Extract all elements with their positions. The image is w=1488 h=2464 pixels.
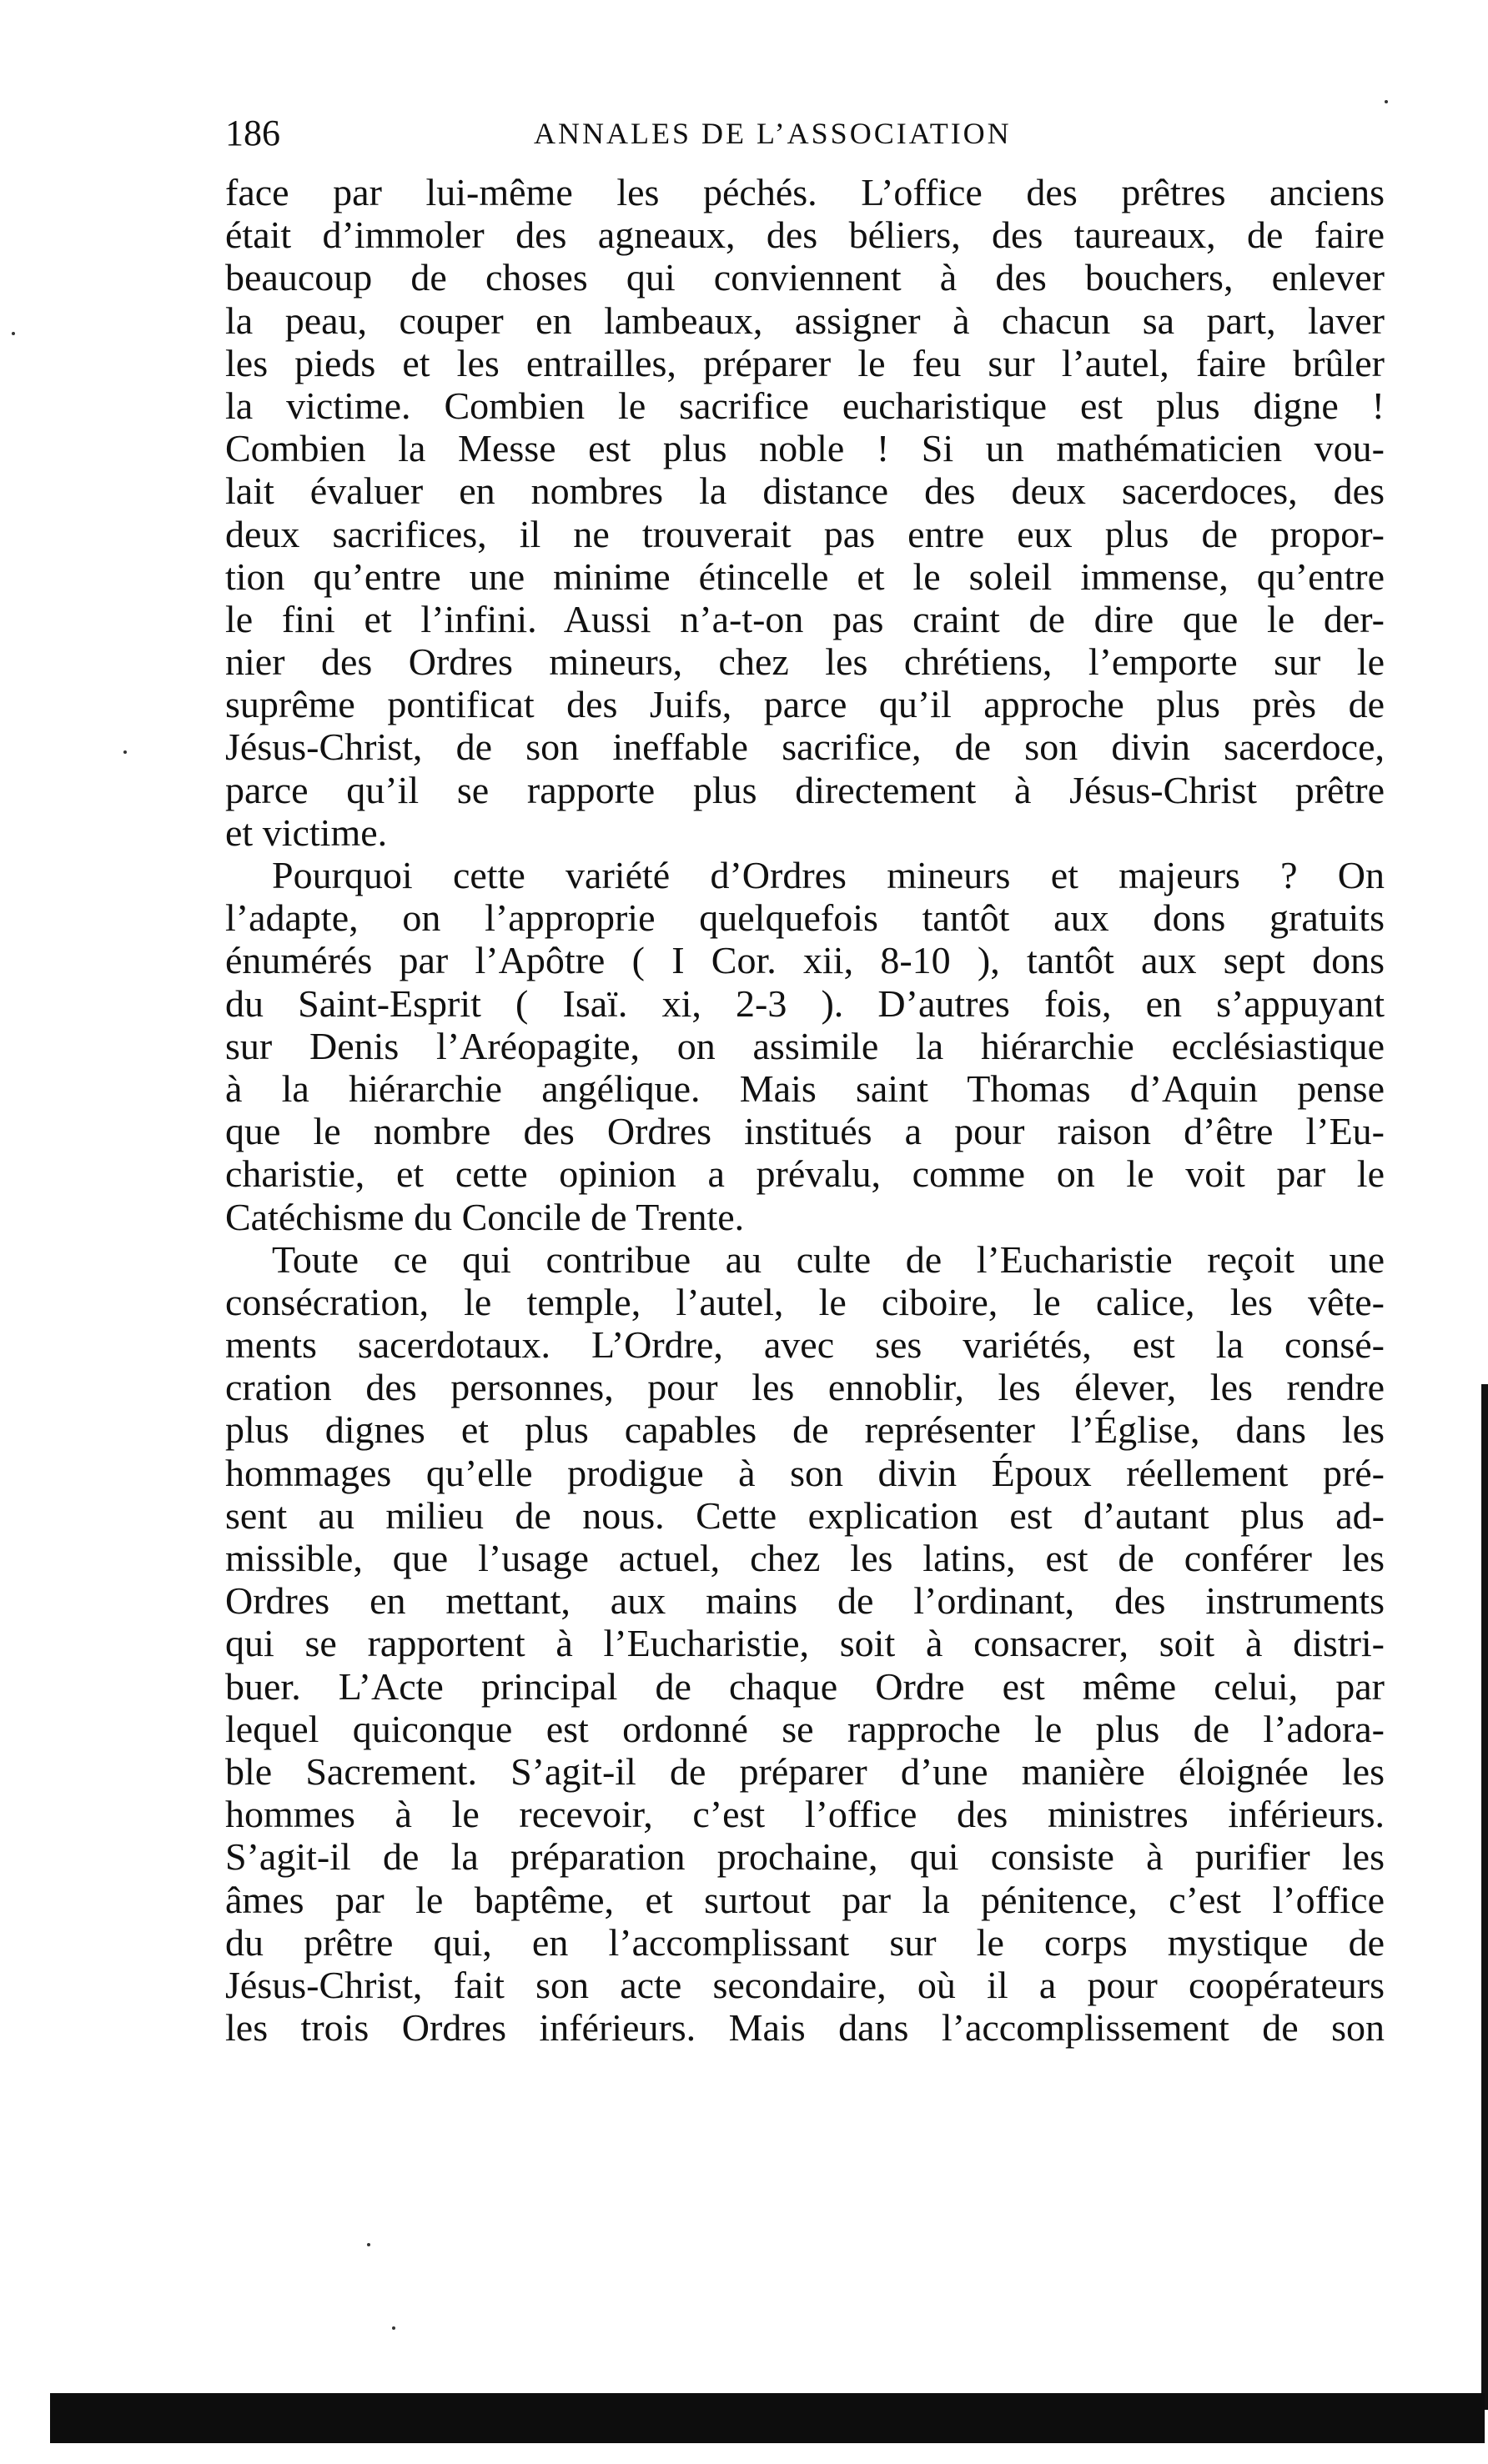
text-line: hommes à le recevoir, c’est l’office des ministres inférieurs.	[225, 1793, 1385, 1836]
text-line: missible, que l’usage actuel, chez les latins, est de conférer les	[225, 1537, 1385, 1579]
text-line: sur Denis l’Aréopagite, on assimile la hiérarchie ecclésiastique	[225, 1024, 1385, 1067]
text-line: tion qu’entre une minime étincelle et le soleil immense, qu’entre	[225, 555, 1385, 598]
text-line: charistie, et cette opinion a prévalu, comme on le voit par le	[225, 1152, 1385, 1196]
text-line: du Saint-Esprit ( Isaï. xi, 2-3 ). D’autres fois, en s’appuyant	[225, 981, 1385, 1025]
paragraph-2	[225, 854, 1385, 1238]
text-line: que le nombre des Ordres institués a pour raison d’être l’Eu-	[225, 1110, 1385, 1153]
scan-speck	[123, 750, 127, 754]
text-line: les pieds et les entrailles, préparer le feu sur l’autel, faire brûler	[225, 341, 1385, 384]
scan-speck	[12, 332, 15, 335]
page-header	[225, 108, 1385, 158]
text-line: parce qu’il se rapporte plus directement à Jésus-Christ prêtre	[225, 768, 1385, 811]
scan-speck	[1385, 100, 1388, 103]
scan-edge-shadow	[1481, 1384, 1488, 2410]
text-line: buer. L’Acte principal de chaque Ordre est même celui, par	[225, 1664, 1385, 1708]
text-line: à la hiérarchie angélique. Mais saint Thomas d’Aquin pense	[225, 1066, 1385, 1110]
running-head: ANNALES DE L’ASSOCIATION	[534, 117, 1012, 150]
scan-speck	[367, 2243, 370, 2246]
paragraph-1	[225, 171, 1385, 854]
text-line: âmes par le baptême, et surtout par la pénitence, c’est l’office	[225, 1878, 1385, 1921]
text-line: Jésus-Christ, fait son acte secondaire, où il a pour coopérateurs	[225, 1963, 1385, 2006]
text-line: ments sacerdotaux. L’Ordre, avec ses variétés, est la consé-	[225, 1323, 1385, 1367]
text-line: les trois Ordres inférieurs. Mais dans l’accomplissement de son	[225, 2006, 1385, 2050]
paragraph-3	[225, 1238, 1385, 2050]
text-line: consécration, le temple, l’autel, le ciboire, le calice, les vête-	[225, 1280, 1385, 1323]
text-line: le fini et l’infini. Aussi n’a-t-on pas craint de dire que le der-	[225, 597, 1385, 640]
text-line: plus dignes et plus capables de représenter l’Église, dans les	[225, 1408, 1385, 1452]
text-line: lequel quiconque est ordonné se rapproche le plus de l’adora-	[225, 1707, 1385, 1750]
text-line: et victime.	[225, 810, 388, 854]
text-line: deux sacrifices, il ne trouverait pas entre eux plus de propor-	[225, 512, 1385, 555]
text-line: lait évaluer en nombres la distance des deux sacerdoces, des	[225, 469, 1385, 513]
text-line: la victime. Combien le sacrifice eucharistique est plus digne !	[225, 384, 1385, 427]
text-line: l’adapte, on l’approprie quelquefois tantôt aux dons gratuits	[225, 896, 1385, 940]
text-line: Catéchisme du Concile de Trente.	[225, 1195, 745, 1238]
scan-speck	[392, 2326, 395, 2330]
text-line: beaucoup de choses qui conviennent à des bouchers, enlever	[225, 256, 1385, 299]
text-line: la peau, couper en lambeaux, assigner à chacun sa part, laver	[225, 299, 1385, 342]
text-line: qui se rapportent à l’Eucharistie, soit à consacrer, soit à distri-	[225, 1622, 1385, 1665]
text-line: hommages qu’elle prodigue à son divin Époux réellement pré-	[225, 1451, 1385, 1494]
text-line: nier des Ordres mineurs, chez les chrétiens, l’emporte sur le	[225, 640, 1385, 684]
text-line: Pourquoi cette variété d’Ordres mineurs et majeurs ? On	[272, 854, 1385, 896]
text-line: Toute ce qui contribue au culte de l’Eucharistie reçoit une	[272, 1237, 1385, 1281]
text-line: Ordres en mettant, aux mains de l’ordinant, des instruments	[225, 1579, 1385, 1623]
text-line: Jésus-Christ, de son ineffable sacrifice, de son divin sacerdoce,	[225, 725, 1385, 769]
text-line: du prêtre qui, en l’accomplissant sur le corps mystique de	[225, 1920, 1385, 1964]
text-line: Combien la Messe est plus noble ! Si un mathématicien vou-	[225, 427, 1385, 470]
text-line: suprême pontificat des Juifs, parce qu’il approche plus près de	[225, 683, 1385, 726]
text-line: S’agit-il de la préparation prochaine, qui consiste à purifier les	[225, 1835, 1385, 1879]
scan-bottom-border	[50, 2393, 1485, 2443]
text-line: sent au milieu de nous. Cette explication est d’autant plus ad-	[225, 1493, 1385, 1537]
text-line: était d’immoler des agneaux, des béliers, des taureaux, de faire	[225, 213, 1385, 257]
page-number: 186	[225, 113, 280, 153]
text-line: énumérés par l’Apôtre ( I Cor. xii, 8-10 ), tantôt aux sept dons	[225, 939, 1385, 982]
text-line: face par lui-même les péchés. L’office des prêtres anciens	[225, 171, 1385, 213]
text-line: cration des personnes, pour les ennoblir, les élever, les rendre	[225, 1366, 1385, 1409]
body-text	[225, 171, 1385, 2049]
text-line: ble Sacrement. S’agit-il de préparer d’une manière éloignée les	[225, 1749, 1385, 1793]
